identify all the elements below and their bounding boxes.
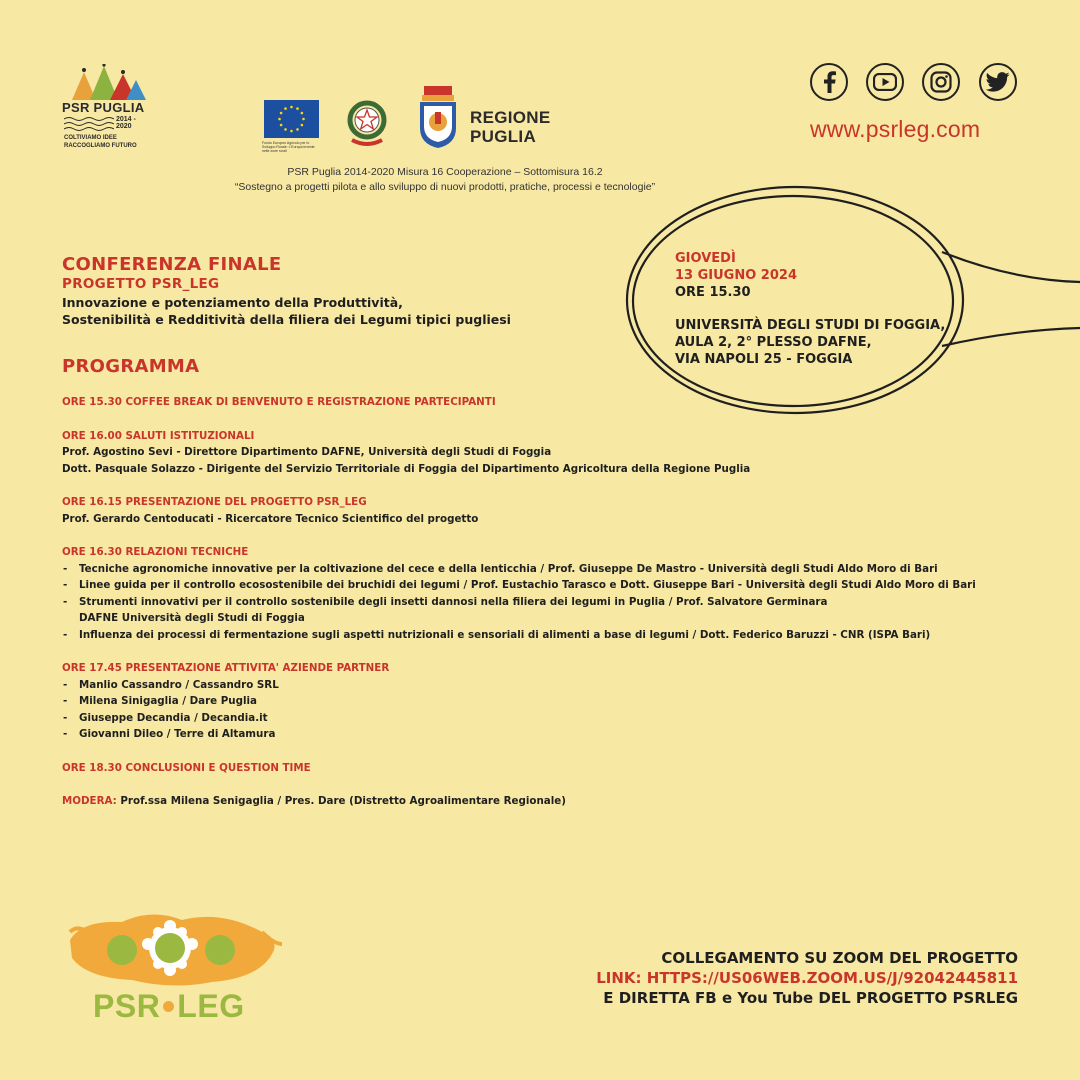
zoom-info <box>596 948 1018 1008</box>
eu-flag-icon <box>264 100 319 138</box>
moderator-text: Prof.ssa Milena Senigaglia / Pres. Dare (Distretto Agroalimentare Regionale) <box>120 795 566 807</box>
list-item-text: - Strumenti innovativi per il controllo sostenibile degli insetti dannosi nella filiera dei legumi in Puglia / Prof. Salvatore Germinara <box>79 595 828 608</box>
waves-icon <box>64 116 114 132</box>
regione-line: PUGLIA <box>470 127 537 146</box>
event-day: GIOVEDÌ <box>675 251 736 266</box>
description-line: Sostenibilità e Redditività della filiera dei Legumi tipici pugliesi <box>62 312 511 327</box>
agenda-session-title: ORE 16.15 PRESENTAZIONE DEL PROGETTO PSR_LEG <box>62 496 367 508</box>
psr-puglia-years: 2014 - 2020 <box>116 116 136 130</box>
agenda-line: Prof. Agostino Sevi - Direttore Dipartimento DAFNE, Università degli Studi di Foggia <box>62 446 552 458</box>
agenda-session-title: ORE 17.45 PRESENTAZIONE ATTIVITA' AZIENDE PARTNER <box>62 662 390 674</box>
agenda-session-title: ORE 18.30 CONCLUSIONI E QUESTION TIME <box>62 761 311 774</box>
agenda-session-title: ORE 16.00 SALUTI ISTITUZIONALI <box>62 429 255 442</box>
programma-title: PROGRAMMA <box>62 356 200 377</box>
regione-puglia-name <box>470 108 551 146</box>
talks-list <box>62 561 1052 644</box>
zoom-line: COLLEGAMENTO SU ZOOM DEL PROGETTO <box>661 949 1018 967</box>
event-date <box>675 250 797 301</box>
agenda-session-title: ORE 15.30 COFFEE BREAK DI BENVENUTO E REGISTRAZIONE PARTECIPANTI <box>62 396 496 408</box>
agenda-line: Dott. Pasquale Solazzo - Dirigente del Servizio Territoriale di Foggia del Dipartimento Agricoltura della Regione Puglia <box>62 462 751 475</box>
partners-list <box>62 677 1052 743</box>
list-item: - Milena Sinigaglia / Dare Puglia <box>62 693 1052 710</box>
zoom-line: E DIRETTA FB e You Tube DEL PROGETTO PSRLEG <box>603 989 1018 1007</box>
agenda <box>62 394 1052 810</box>
motto-line: RACCOGLIAMO FUTURO <box>64 143 137 149</box>
wordmark-part: LEG <box>177 988 245 1024</box>
regione-puglia-shield-icon <box>418 86 458 148</box>
list-item: - Linee guida per il controllo ecosostenibile dei bruchidi dei legumi / Prof. Eustachio Tarasco e Dott. Giuseppe Bari - Università degli Studi Aldo Moro di Bari <box>62 577 1052 594</box>
wordmark-part: PSR <box>93 988 161 1024</box>
list-item: - Manlio Cassandro / Cassandro SRL <box>62 677 1052 694</box>
location-line: VIA NAPOLI 25 - FOGGIA <box>675 352 853 367</box>
motto-line: COLTIVIAMO IDEE <box>64 135 117 141</box>
conference-subtitle: PROGETTO PSR_LEG <box>62 276 220 292</box>
psr-leg-wordmark <box>93 988 245 1025</box>
instagram-icon[interactable] <box>922 63 960 101</box>
list-item-text-cont: DAFNE Università degli Studi di Foggia <box>79 612 305 624</box>
moderator-label: MODERA: <box>62 795 117 807</box>
eu-caption: Fondo Europeo Agricolo per lo Sviluppo Rurale: L'Europa investe nelle zone rurali <box>262 141 315 153</box>
event-location <box>675 317 945 368</box>
dot-icon <box>163 1001 174 1012</box>
trulli-icon <box>70 64 146 100</box>
list-item <box>62 594 1052 627</box>
moderator <box>62 793 1052 810</box>
twitter-icon[interactable] <box>979 63 1017 101</box>
list-item: - Giovanni Dileo / Terre di Altamura <box>62 726 1052 743</box>
list-item: - Giuseppe Decandia / Decandia.it <box>62 710 1052 727</box>
measure-line: PSR Puglia 2014-2020 Misura 16 Cooperazione – Sottomisura 16.2 <box>287 166 603 178</box>
psr-puglia-logo <box>62 64 152 154</box>
italian-republic-emblem-icon <box>344 98 390 148</box>
conference-description <box>62 294 511 328</box>
list-item: - Tecniche agronomiche innovative per la coltivazione del cece e della lenticchia / Prof. Giuseppe De Mastro - Università degli Studi Aldo Moro di Bari <box>62 561 1052 578</box>
regione-line: REGIONE <box>470 108 551 127</box>
website-link[interactable]: www.psrleg.com <box>810 116 981 142</box>
description-line: Innovazione e potenziamento della Produttività, <box>62 295 403 310</box>
zoom-link[interactable]: LINK: HTTPS://US06WEB.ZOOM.US/J/92042445811 <box>596 969 1018 987</box>
measure-line: “Sostegno a progetti pilota e allo sviluppo di nuovi prodotti, pratiche, processi e tecnologie” <box>234 181 656 193</box>
psr-puglia-motto <box>64 134 137 150</box>
location-line: UNIVERSITÀ DEGLI STUDI DI FOGGIA, <box>675 318 946 333</box>
list-item: - Influenza dei processi di fermentazione sugli aspetti nutrizionali e sensoriali di alimenti a base di legumi / Dott. Federico Baruzzi - CNR (ISPA Bari) <box>62 627 1052 644</box>
event-time: ORE 15.30 <box>675 285 751 300</box>
agenda-session-title: ORE 16.30 RELAZIONI TECNICHE <box>62 546 249 558</box>
psr-puglia-name: PSR PUGLIA <box>62 100 145 115</box>
youtube-icon[interactable] <box>866 63 904 101</box>
facebook-icon[interactable] <box>810 63 848 101</box>
conference-title: CONFERENZA FINALE <box>62 254 282 275</box>
agenda-line: Prof. Gerardo Centoducati - Ricercatore Tecnico Scientifico del progetto <box>62 512 479 525</box>
event-date-value: 13 GIUGNO 2024 <box>675 268 797 283</box>
location-line: AULA 2, 2° PLESSO DAFNE, <box>675 335 872 350</box>
